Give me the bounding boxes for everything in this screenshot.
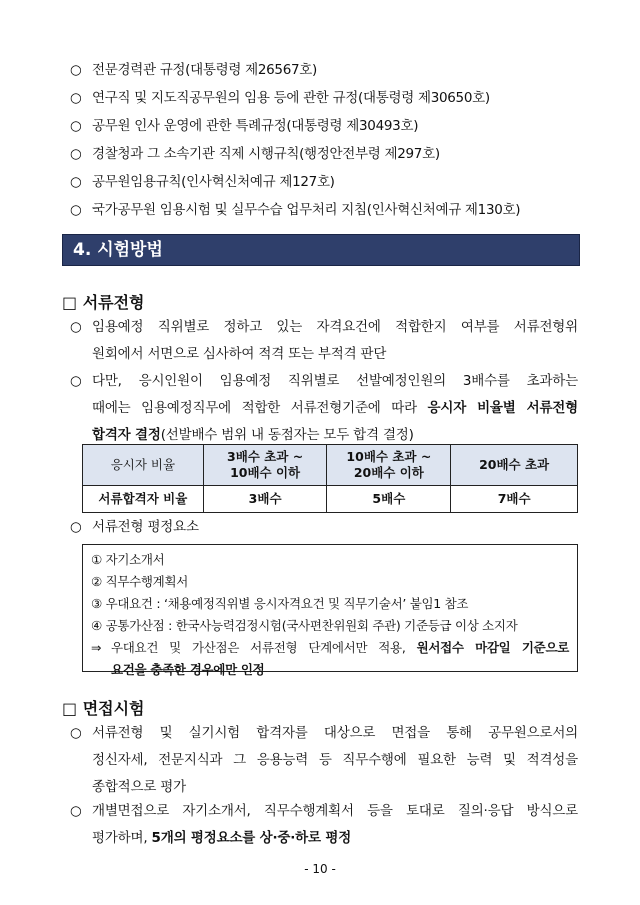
box-item: ① 자기소개서	[91, 552, 165, 567]
table-row	[83, 486, 578, 513]
interview-paragraph-2: ○ 개별면접으로 자기소개서, 직무수행계획서 등을 토대로 질의·응답 방식으로 평가하며, 5개의 평정요소를 상·중·하로 평정	[70, 803, 578, 846]
box-note-continued: 요건을 충족한 경우에만 인정	[111, 662, 265, 677]
table-cell: 3배수 초과 ~ 10배수 이하	[203, 445, 327, 486]
table-cell: 서류합격자 비율	[83, 486, 204, 513]
doc-screening-paragraph-1: ○ 임용예정 직위별로 정하고 있는 자격요건에 적합한지 여부를 서류전형위 원회에서 서면으로 심사하여 적격 또는 부적격 판단	[70, 319, 578, 362]
list-item: ○ 연구직 및 지도직공무원의 임용 등에 관한 규정(대통령령 제30650호)	[70, 90, 490, 106]
table-cell: 응시자 비율	[83, 445, 204, 486]
evaluation-elements-box	[82, 544, 578, 677]
table-cell: 3배수	[203, 486, 327, 513]
box-item: ③ 우대요건 : ‘채용예정직위별 응시자격요건 및 직무기술서’ 붙임1 참조	[91, 596, 469, 611]
regulation-list	[70, 56, 590, 224]
interview-heading: □ 면접시험	[62, 699, 145, 718]
list-item: ○ 공무원임용규칙(인사혁신처예규 제127호)	[70, 174, 335, 190]
list-item: ○ 전문경력관 규정(대통령령 제26567호)	[70, 62, 317, 78]
doc-screening-heading: □ 서류전형	[62, 293, 145, 312]
box-item: ② 직무수행계획서	[91, 574, 189, 589]
table-cell: 20배수 초과	[451, 445, 578, 486]
table-cell: 10배수 초과 ~ 20배수 이하	[327, 445, 451, 486]
table-header-row	[83, 445, 578, 486]
list-item: ○ 국가공무원 임용시험 및 실무수습 업무처리 지침(인사혁신처예규 제130호)	[70, 202, 521, 218]
list-item: ○ 경찰청과 그 소속기관 직제 시행규칙(행정안전부령 제297호)	[70, 146, 440, 162]
section-title-bar: 4. 시험방법	[62, 234, 580, 266]
box-note: ⇒ 우대요건 및 가산점은 서류전형 단계에서만 적용, 원서접수 마감일 기준으로	[91, 640, 569, 655]
interview-paragraph-1: ○ 서류전형 및 실기시험 합격자를 대상으로 면접을 통해 공무원으로서의 정신자세, 전문지식과 그 응용능력 등 직무수행에 필요한 능력 및 적격성을 종합적으로 평가	[70, 725, 578, 795]
doc-screening-elements-label: ○ 서류전형 평정요소	[70, 519, 199, 535]
table-cell: 7배수	[451, 486, 578, 513]
list-item: ○ 공무원 인사 운영에 관한 특례규정(대통령령 제30493호)	[70, 118, 419, 134]
selection-ratio-table	[82, 444, 578, 513]
box-item: ④ 공통가산점 : 한국사능력검정시험(국사편찬위원회 주관) 기준등급 이상 소지자	[91, 618, 518, 633]
doc-screening-paragraph-2: ○ 다만, 응시인원이 임용예정 직위별로 선발예정인원의 3배수를 초과하는 때에는 임용예정직무에 적합한 서류전형기준에 따라 응시자 비율별 서류전형 합격자 결정(선발배수 범위 내 동점자는 모두 합격 결정)	[70, 373, 578, 443]
table-cell: 5배수	[327, 486, 451, 513]
page-number: - 10 -	[304, 862, 336, 876]
